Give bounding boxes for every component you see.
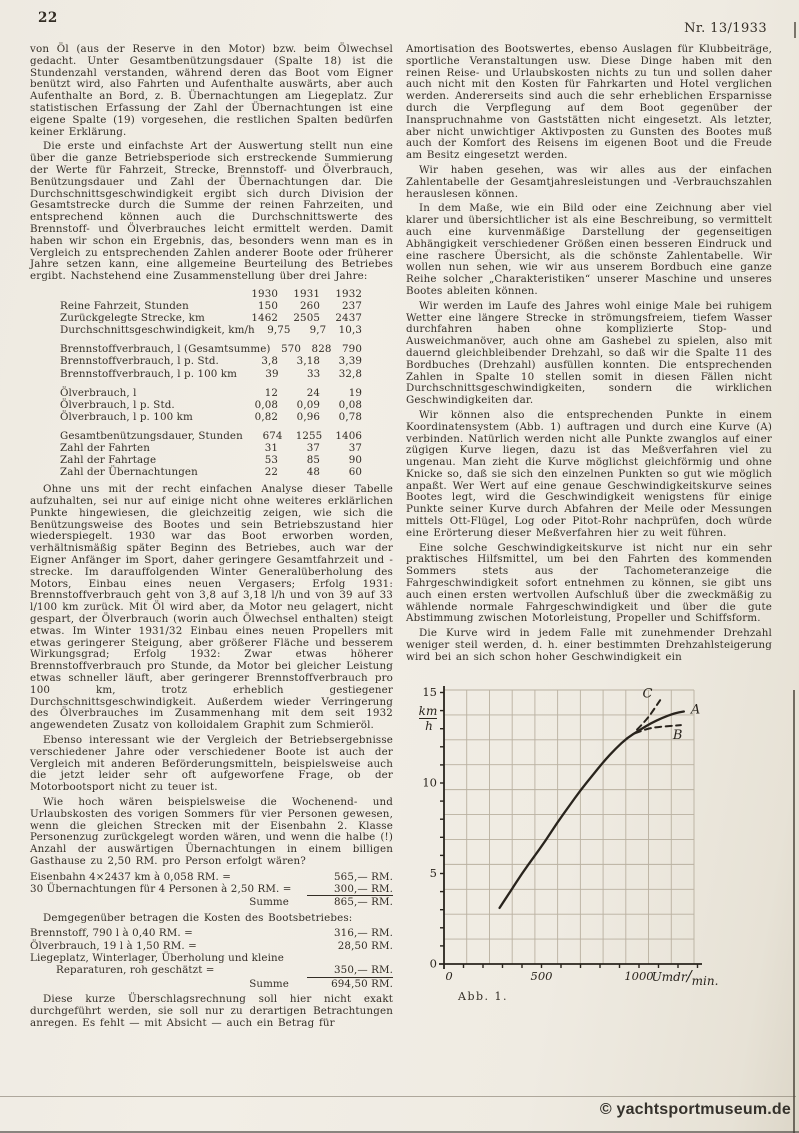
paragraph: Wir können also die entsprechenden Punkte in einem Koordinatensystem (Abb. 1) auftragen und durch eine Kurve (A) verbinden. Natürlich werden nicht alle Punkte zwanglos auf einer zügigen Kurve liegen, dazu ist das Meßverfahren viel zu ungenau. Man zieht die Kurve möglichst gleichförmig und ohne Knicke so, daß sie sich den einzelnen Punkten so gut wie möglich anpaßt. Wer Wert auf eine genaue Geschwindigkeitskurve seines Bootes legt, wird die Geschwindigkeit wenigstens für einige Punkte seiner Kurve durch Abfahren der Meile oder Messungen mittels Ott-Flügel, Log oder Pitot-Rohr nachprüfen, doch würde eine Erörterung dieser Meßverfahren hier zu weit führen. (406, 408, 772, 539)
boat-cost-calculation (30, 927, 393, 989)
cell-value: 674 (262, 429, 283, 442)
curve-A (500, 711, 684, 907)
cell-value: 37 (348, 441, 362, 454)
cell-value: 1406 (335, 429, 363, 442)
row-label: Zurückgelegte Strecke, km (60, 312, 205, 325)
table-header-spacer (60, 288, 236, 300)
cost-row (30, 964, 393, 977)
y-tick-label: 0 (429, 956, 437, 971)
cell-value: 39 (265, 367, 279, 380)
y-tick-label: 15 (422, 684, 437, 699)
row-label: Brennstoffverbrauch, l (Gesamtsumme) (60, 343, 271, 356)
cost-label: Summe (249, 977, 289, 990)
cell-value: 3,18 (296, 355, 320, 368)
table-group-gap (60, 423, 362, 430)
cell-value: 0,09 (296, 398, 320, 411)
row-label: Brennstoffverbrauch, l p. 100 km (60, 367, 237, 380)
row-label: Zahl der Übernachtungen (60, 466, 198, 479)
cost-label: Eisenbahn 4×2437 km à 0,058 RM. = (30, 870, 231, 883)
left-column (30, 44, 393, 1032)
figure-caption: Abb. 1. (458, 989, 509, 1003)
paragraph: Wie hoch wären beispielsweise die Wochenend- und Urlaubskosten des vorigen Sommers für vier Personen gewesen, wenn die gleichen Strecken mit der Eisenbahn 2. Klasse Personenzug zurückgelegt worden wären, und wenn die halbe (!) Anzahl der auswärtigen Übernachtungen in einem billigen Gasthause zu 2,50 RM. pro Person erfolgt wären? (30, 795, 393, 867)
cell-value: 9,7 (309, 324, 327, 337)
cost-row (30, 952, 393, 964)
y-axis-label-denominator: h (425, 718, 433, 733)
cell-value: 237 (342, 300, 362, 313)
cell-value: 790 (342, 343, 362, 356)
y-axis-label: km (418, 703, 438, 718)
cost-label: Brennstoff, 790 l à 0,40 RM. = (30, 927, 193, 940)
table-row (60, 430, 362, 442)
cell-value: 2437 (335, 312, 362, 325)
axes (439, 686, 702, 969)
cell-value: 24 (306, 386, 320, 399)
cell-value: 2505 (293, 312, 320, 325)
cell-value: 9,75 (267, 324, 291, 337)
cell-value: 150 (258, 300, 278, 313)
cost-row (30, 927, 393, 939)
cell-value: 10,3 (338, 324, 362, 337)
curve-label-C: C (642, 686, 653, 702)
right-column (406, 44, 772, 1032)
paragraph: Die Kurve wird in jedem Falle mit zunehmender Drehzahl weniger steil werden, d. h. einer bestimmten Drehzahlsteigerung wird bei an sich schon hoher Geschwindigkeit ein (406, 627, 772, 663)
grid (444, 690, 694, 964)
row-label: Reine Fahrzeit, Stunden (60, 300, 189, 313)
table-header-row (60, 288, 362, 300)
row-label: Zahl der Fahrtage (60, 454, 157, 467)
row-label: Ölverbrauch, l p. 100 km (60, 410, 193, 423)
cost-label: Summe (249, 896, 289, 909)
cost-row (30, 883, 393, 896)
row-label: Gesamtbenützungsdauer, Stunden (60, 429, 243, 442)
table-row (60, 454, 362, 466)
cell-value: 12 (264, 386, 278, 399)
paragraph: Wir haben gesehen, was wir alles aus der einfachen Zahlentabelle der Gesamtjahresleistungen und -Verbrauchszahlen herauslesen können. (406, 163, 772, 200)
table-row (60, 324, 362, 336)
year-header: 1932 (335, 287, 362, 300)
x-tick-label: 0 (445, 968, 453, 983)
cost-amount: 865,— RM. (334, 896, 393, 909)
cost-amount: 300,— RM. (307, 883, 393, 896)
year-header: 1931 (293, 287, 320, 300)
cell-value: 570 (281, 343, 302, 356)
cell-value: 53 (264, 454, 278, 467)
speed-curve-chart (416, 682, 756, 986)
cost-label: 30 Übernachtungen für 4 Personen à 2,50 RM. = (30, 883, 292, 896)
year-header: 1930 (251, 287, 278, 300)
cost-label: Liegeplatz, Winterlager, Überholung und kleine (30, 952, 284, 965)
sum-row (30, 896, 393, 908)
table-group-gap (60, 380, 362, 387)
cell-value: 260 (300, 300, 320, 313)
table-row (60, 442, 362, 454)
cell-value: 60 (348, 466, 362, 479)
paragraph: von Öl (aus der Reserve in den Motor) bzw. beim Ölwechsel gedacht. Unter Gesamtbenützungsdauer (Spalte 18) ist die Stundenzahl verstanden, während deren das Boot vom Eigner benützt wird, also Fahrten und Aufenthalte auswärts, aber auch Aufenthalte an Bord, z. B. Übernachtungen am Liegeplatz. Zur statistischen Erfassung der Zahl der Übernachtungen ist eine eigene Spalte (19) vorgesehen, die restlichen Spalten bedürfen keiner Erklärung. (30, 43, 393, 138)
cell-value: 0,96 (296, 410, 320, 423)
cell-value: 828 (311, 343, 332, 356)
paragraph: Amortisation des Bootswertes, ebenso Auslagen für Klubbeiträge, sportliche Veranstaltungen usw. Diese Dinge haben mit den reinen Reise- und Urlaubskosten nichts zu tun und sollen daher auch nicht mit den Kosten für Fahrkarten und Hotel verglichen werden. Andererseits sind auch die sehr erheblichen Ersparnisse durch die Verpflegung auf dem Boot gegenüber der Inanspruchnahme von Gaststätten nicht eingesetzt. Als letzter, aber nicht unwichtiger Aktivposten zu Gunsten des Bootes muß auch der Komfort des Reisens im eigenen Boot und die Freude am Besitz eingesetzt werden. (406, 43, 772, 162)
cost-amount: 694,50 RM. (331, 977, 393, 990)
row-label: Ölverbrauch, l p. Std. (60, 398, 175, 411)
cell-value: 0,82 (254, 410, 278, 423)
cost-row (30, 871, 393, 883)
curve-label-A: A (690, 702, 701, 718)
scan-edge-mark (794, 22, 796, 38)
row-label: Brennstoffverbrauch, l p. Std. (60, 355, 219, 368)
curve-label-B: B (672, 727, 683, 743)
cell-value: 1255 (295, 429, 323, 442)
x-axis-label: Umdr/min. (651, 966, 719, 986)
table-row (60, 312, 362, 324)
cell-value: 3,39 (338, 355, 362, 368)
row-label: Ölverbrauch, l (60, 386, 137, 399)
cell-value: 32,8 (338, 367, 363, 380)
cost-amount: 28,50 RM. (337, 939, 393, 952)
scan-edge-right (793, 690, 795, 1133)
cell-value: 3,8 (261, 355, 278, 368)
issue-number: Nr. 13/1933 (684, 21, 767, 36)
cost-label: Ölverbrauch, 19 l à 1,50 RM. = (30, 939, 197, 952)
cell-value: 90 (348, 454, 362, 467)
sum-row (30, 978, 393, 990)
table-row (60, 411, 362, 423)
paragraph: Diese kurze Überschlagsrechnung soll hier nicht exakt durchgeführt werden, sie soll nur zu derartigen Betrachtungen anregen. Es fehlt — mit Absicht — auch ein Betrag für (30, 992, 393, 1029)
cell-value: 1462 (251, 312, 278, 325)
footer-rule (0, 1096, 796, 1097)
row-label: Zahl der Fahrten (60, 441, 150, 454)
cell-value: 31 (264, 441, 278, 454)
paragraph: Die erste und einfachste Art der Auswertung stellt nun eine über die ganze Betriebsperiode sich erstreckende Summierung der Werte für Fahrzeit, Strecke, Brennstoff- und Ölverbrauch, Benützungsdauer und Zahl der Übernachtungen dar. Die Durchschnittsgeschwindigkeit ergibt sich durch Division der Gesamtstrecke durch die Summe der reinen Fahrzeiten, und entsprechend können auch die Durchschnittswerte des Brennstoff- und Ölverbrauches leicht ermittelt werden. Damit haben wir schon ein Ergebnis, das, besonders wenn man es in Vergleich zu entsprechenden Zahlen anderer Boote oder früherer Jahre setzen kann, eine allgemeine Beurteilung des Betriebes ergibt. Nachstehend eine Zusammenstellung über drei Jahre: (30, 140, 393, 283)
cell-value: 0,08 (254, 398, 278, 411)
rail-cost-calculation (30, 871, 393, 909)
table-row (60, 355, 362, 367)
paragraph: Eine solche Geschwindigkeitskurve ist nicht nur ein sehr praktisches Hilfsmittel, um bei den Fahrten des kommenden Sommers stets aus der Tachometeranzeige die Fahrgeschwindigkeit sofort entnehmen zu können, sie gibt uns auch einen ersten wertvollen Aufschluß über die zweckmäßig zu wählende normale Fahrgeschwindigkeit und über die gute Abstimmung zwischen Motorleistung, Propeller und Schiffsform. (406, 541, 772, 625)
cell-value: 85 (306, 454, 320, 467)
cell-value: 0,78 (338, 410, 362, 423)
cell-value: 0,08 (338, 398, 362, 411)
cost-label: Reparaturen, roh geschätzt = (56, 964, 215, 977)
page-number: 22 (38, 10, 58, 26)
cell-value: 48 (306, 466, 320, 479)
paragraph: Demgegenüber betragen die Kosten des Bootsbetriebes: (43, 911, 353, 924)
table-row (60, 399, 362, 411)
table-row (60, 387, 362, 399)
cell-value: 22 (264, 466, 278, 479)
cost-amount: 316,— RM. (334, 927, 393, 940)
cell-value: 19 (348, 386, 362, 399)
row-label: Durchschnittsgeschwindigkeit, km/h (60, 324, 255, 337)
cell-value: 33 (307, 367, 321, 380)
y-tick-label: 5 (429, 865, 437, 880)
table-row (60, 466, 362, 478)
y-tick-label: 10 (422, 775, 437, 790)
table-row (60, 300, 362, 312)
cost-amount: 350,— RM. (307, 964, 393, 977)
paragraph: Ebenso interessant wie der Vergleich der Betriebsergebnisse verschiedener Jahre oder verschiedener Boote ist auch der Vergleich mit anderen Beförderungsmitteln, beispielsweise auch die jetzt leider sehr oft aufgeworfene Frage, ob der Motorbootsport nicht zu teuer ist. (30, 733, 393, 794)
paragraph: In dem Maße, wie ein Bild oder eine Zeichnung aber viel klarer und übersichtlicher ist als eine Beschreibung, so vermittelt auch eine kurvenmäßige Darstellung der gegenseitigen Abhängigkeit verschiedener Größen einen besseren Eindruck und eine raschere Übersicht, als die schönste Zahlentabelle. Wir wollen nun sehen, wie wir aus unserem Bordbuch eine ganze Reihe solcher „Charakteristiken“ unserer Maschine und unseres Bootes ableiten können. (406, 202, 772, 297)
x-tick-label: 1000 (624, 968, 654, 983)
table-row (60, 368, 362, 380)
table-row (60, 343, 362, 355)
cost-amount: 565,— RM. (334, 870, 393, 883)
cost-amount (307, 952, 393, 964)
x-tick-label: 500 (530, 968, 553, 983)
operations-table (60, 288, 362, 478)
paragraph: Ohne uns mit der recht einfachen Analyse dieser Tabelle aufzuhalten, sei nur auf einige nicht ohne weiteres erklärlichen Punkte hingewiesen, die gleichzeitig zeigen, wie sich die Benützungsweise des Bootes und sein Betriebszustand hier wiederspiegelt. 1930 war das Boot erworben worden, verhältnismäßig später Beginn des Betriebes, auch war der Eigner Anfänger im Sport, daher geringere Gesamtfahrzeit und -strecke. Im darauffolgenden Winter Generalüberholung des Motors, Einbau eines neuen Vergasers; Erfolg 1931: Brennstoffverbrauch geht von 3,8 auf 3,18 l/h und von 39 auf 33 l/100 km zurück. Mit Öl wird aber, da Motor neu gelagert, nicht gespart, der Ölverbrauch (worin auch Ölwechsel enthalten) steigt etwas. Im Winter 1931/32 Einbau eines neuen Propellers mit etwas geringerer Steigung, aber größerer Fläche und besserem Wirkungsgrad; Erfolg 1932: Zwar etwas höherer Brennstoffverbrauch pro Stunde, da Motor bei gleicher Leistung etwas schneller läuft, aber geringerer Brennstoffverbrauch pro 100 km, trotz erheblich gestiegener Durchschnittsgeschwindigkeit. Außerdem wieder Verringerung des Ölverbrauches im Zusammenhang mit dem seit 1932 angewendeten Zusatz von kolloidalem Graphit zum Schmieröl. (30, 483, 393, 732)
watermark: © yachtsportmuseum.de (599, 1101, 791, 1118)
cost-row (30, 940, 393, 952)
figure-abb1 (416, 682, 772, 1003)
cell-value: 37 (306, 441, 320, 454)
paragraph: Wir werden im Laufe des Jahres wohl einige Male bei ruhigem Wetter eine längere Strecke in strömungsfreiem, tiefem Wasser durchfahren haben ohne komplizierte Stop- und Ausweichmanöver, auch ohne am Gashebel zu spielen, also mit dauernd gleichbleibender Drehzahl, so daß wir die Spalte 11 des Bordbuches (Drehzahl) ausfüllen konnten. Die entsprechenden Zahlen in Spalte 10 stellen somit in diesen Fällen nicht Durchschnittsgeschwindigkeiten, sondern die wirklichen Geschwindigkeiten dar. (406, 299, 772, 407)
table-group-gap (60, 336, 362, 343)
